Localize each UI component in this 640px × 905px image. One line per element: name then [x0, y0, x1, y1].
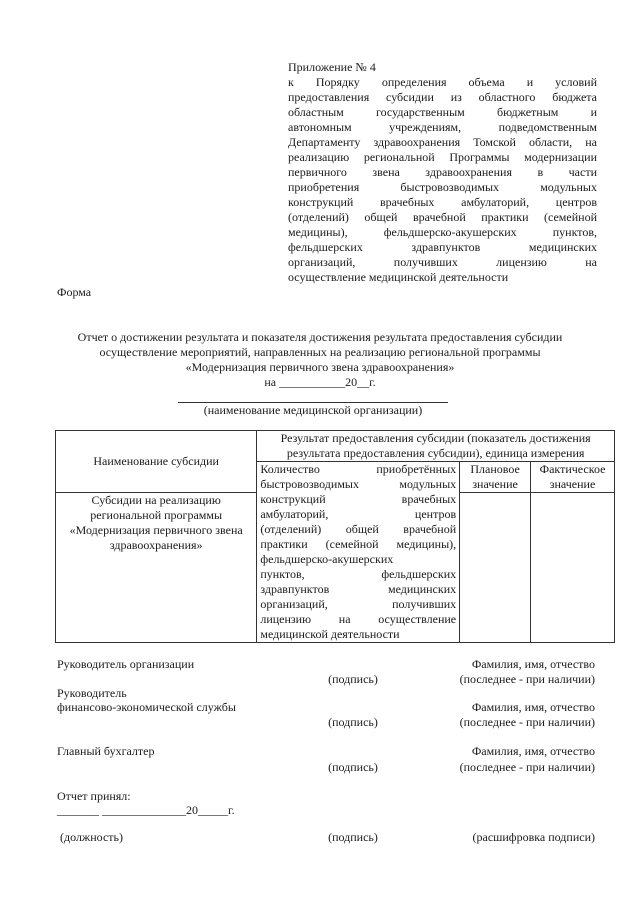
indicator-line: конструкций врачебных — [260, 492, 457, 506]
header-result — [257, 431, 615, 462]
appendix-line: осуществление медицинской деятельности — [288, 270, 509, 284]
appendix-header — [288, 60, 597, 285]
subsidy-name-line: «Модернизация первичного звена — [69, 523, 243, 538]
head-fio-note: (последнее - при наличии) — [459, 672, 595, 686]
finance-fio-note: (последнее - при наличии) — [459, 715, 595, 729]
appendix-line: фельдшерских здравпунктов медицинских — [288, 240, 597, 254]
header-planned-line: значение — [472, 477, 518, 491]
report-title-line: «Модернизация первичного звена здравоохранения» — [185, 360, 455, 374]
indicator-line: лицензию на осуществление — [260, 612, 457, 626]
report-title-line: Отчет о достижении результата и показателя достижения результата предоставления субсидии — [77, 330, 563, 344]
finance-signature-caption: (подпись) — [328, 715, 378, 729]
subsidy-name-line: региональной программы — [90, 508, 223, 523]
appendix-line: автономным учреждениям, подведомственным — [288, 120, 597, 134]
accountant-fio-note: (последнее - при наличии) — [459, 760, 595, 774]
results-table — [55, 430, 615, 643]
appendix-line: Департаменту здравоохранения Томской области, на — [288, 135, 597, 149]
accountant-signature-caption: (подпись) — [328, 760, 378, 774]
appendix-line: конструкций врачебных амбулаторий, центров — [288, 195, 597, 209]
header-result-line: результата предоставления субсидии), единица измерения — [286, 446, 585, 460]
appendix-line: предоставления субсидии из областного бюджета — [288, 90, 597, 104]
header-planned — [460, 462, 531, 493]
subsidy-name-line: Субсидии на реализацию — [91, 493, 221, 508]
indicator-line: организаций, получивших — [260, 597, 457, 611]
indicator-line: быстровозводимых модульных — [260, 477, 457, 491]
report-date-line: на ___________20__г. — [264, 375, 376, 389]
accepted-signature-caption: (подпись) — [328, 830, 378, 844]
planned-value-cell[interactable] — [460, 493, 531, 643]
accountant-fio: Фамилия, имя, отчество — [471, 744, 595, 758]
accepted-label: Отчет принял: — [57, 789, 131, 803]
accepted-date: _______ ______________20_____г. — [57, 803, 235, 817]
position-caption: (должность) — [60, 830, 123, 844]
appendix-line: первичного звена здравоохранения в части — [288, 165, 597, 179]
finance-head-label-2: финансово-экономической службы — [57, 700, 236, 714]
indicator-cell — [257, 462, 460, 643]
head-signature-caption: (подпись) — [328, 672, 378, 686]
form-label: Форма — [57, 285, 92, 299]
header-actual-line: Фактическое — [539, 462, 606, 476]
header-actual — [531, 462, 615, 493]
indicator-line: пунктов, фельдшерских — [260, 567, 457, 581]
report-title-line: осуществление мероприятий, направленных на реализацию региональной программы — [99, 345, 541, 359]
appendix-line: организаций, получивших лицензию на — [288, 255, 597, 269]
header-actual-line: значение — [549, 477, 596, 491]
finance-fio: Фамилия, имя, отчество — [471, 700, 595, 714]
appendix-line: приобретения быстровозводимых модульных — [288, 180, 597, 194]
indicator-line: (отделений) общей врачебной — [260, 522, 457, 536]
appendix-title: Приложение № 4 — [288, 60, 376, 74]
report-title — [40, 330, 600, 390]
decoding-caption: (расшифровка подписи) — [472, 830, 595, 844]
appendix-line: реализацию региональной Программы модернизации — [288, 150, 597, 164]
header-planned-line: Плановое — [470, 462, 520, 476]
org-name-caption: (наименование медицинской организации) — [203, 403, 423, 417]
appendix-line: к Порядку определения объема и условий — [288, 75, 597, 89]
appendix-line: областным государственным бюджетным и — [288, 105, 597, 119]
accountant-label: Главный бухгалтер — [57, 744, 155, 758]
indicator-line: фельдшерско-акушерских — [260, 552, 394, 566]
indicator-line: здравпунктов медицинских — [260, 582, 457, 596]
header-result-line: Результат предоставления субсидии (показатель достижения — [280, 431, 591, 445]
indicator-line: амбулаторий, центров — [260, 507, 457, 521]
appendix-line: медицины), фельдшерско-акушерских пунктов, — [288, 225, 597, 239]
subsidy-name-line: здравоохранения» — [109, 538, 203, 553]
appendix-line: (отделений) общей врачебной практики (семейной — [288, 210, 597, 224]
head-fio: Фамилия, имя, отчество — [471, 657, 595, 671]
indicator-line: практики (семейной медицины), — [260, 537, 457, 551]
header-subsidy-name: Наименование субсидии — [56, 431, 257, 493]
indicator-line: Количество приобретённых — [260, 462, 457, 476]
actual-value-cell[interactable] — [531, 493, 615, 643]
indicator-line: медицинской деятельности — [260, 627, 400, 641]
subsidy-name-cell — [56, 493, 257, 643]
head-label: Руководитель организации — [57, 657, 195, 671]
finance-head-label: Руководитель — [57, 686, 127, 700]
